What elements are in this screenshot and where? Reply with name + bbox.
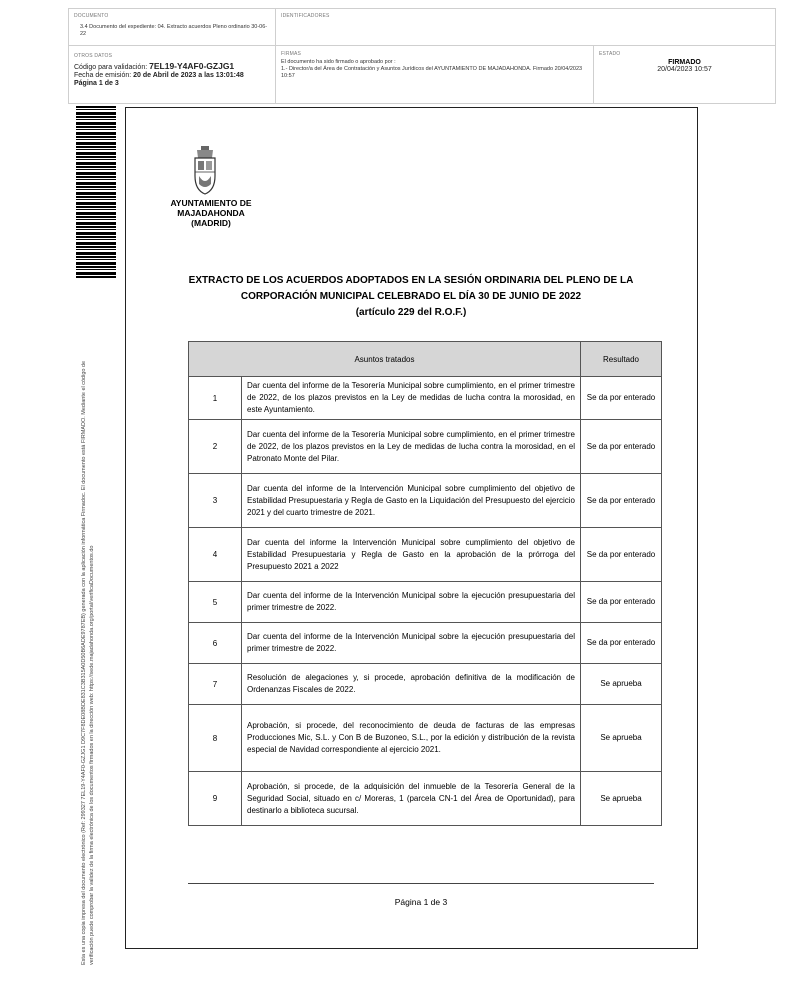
row-description: Aprobación, si procede, del reconocimiento de deuda de facturas de las empresas Producciones Mic, S.L. y Con B de Buzoneo, S.L., por la edición y distribución de la revista especial de Navidad correspondiente al ejercicio 2021. <box>242 705 581 772</box>
fecha-label: Fecha de emisión: <box>74 72 132 79</box>
row-result: Se da por enterado <box>581 623 662 664</box>
row-result: Se da por enterado <box>581 474 662 528</box>
row-number: 7 <box>189 664 242 705</box>
codigo-label: Código para validación: <box>74 64 148 71</box>
organization-name <box>156 198 266 228</box>
footer-page-number: Página 1 de 3 <box>394 897 448 907</box>
org-line2: MAJADAHONDA <box>177 208 245 218</box>
identificadores-cell <box>276 9 775 46</box>
documento-cell <box>69 9 276 46</box>
pagina-label: Página 1 de 3 <box>74 80 119 87</box>
col-resultado-header: Resultado <box>581 342 662 377</box>
row-result: Se da por enterado <box>581 582 662 623</box>
documento-value: 3.4 Documento del expediente: 04. Extracto acuerdos Pleno ordinario 30-06-22 <box>80 24 268 37</box>
codigo-value[interactable]: 7EL19-Y4AF0-GZJG1 <box>149 61 235 71</box>
org-line3: (MADRID) <box>191 218 231 228</box>
fecha-value: 20 de Abril de 2023 a las 13:01:48 <box>133 72 244 79</box>
row-number: 1 <box>189 377 242 420</box>
table-row <box>189 377 662 420</box>
firmas-cell <box>276 46 594 103</box>
side-text-line2: verificación puede comprobar la validez de la firma electrónica de los documentos firmados en la dirección web: https://sede.majadahonda.org/portal/verificaDocumentos.do <box>89 545 95 965</box>
estado-label: ESTADO <box>599 51 621 57</box>
title-line3: (artículo 229 del R.O.F.) <box>355 307 467 318</box>
verification-side-text <box>80 305 96 965</box>
row-result: Se da por enterado <box>581 528 662 582</box>
documento-label: DOCUMENTO <box>74 13 109 19</box>
title-line2: CORPORACIÓN MUNICIPAL CELEBRADO EL DÍA 30 DE JUNIO DE 2022 <box>240 291 582 302</box>
estado-date: 20/04/2023 10:57 <box>657 66 712 73</box>
table-row <box>189 772 662 826</box>
table-row <box>189 664 662 705</box>
barcode-image <box>76 106 116 278</box>
row-number: 6 <box>189 623 242 664</box>
identificadores-label: IDENTIFICADORES <box>281 13 330 19</box>
fecha-emision <box>74 72 270 80</box>
row-description: Dar cuenta del informe de la Intervención Municipal sobre la ejecución presupuestaria del primer trimestre de 2022. <box>242 623 581 664</box>
row-number: 3 <box>189 474 242 528</box>
row-description: Aprobación, si procede, de la adquisición del inmueble de la Tesorería General de la Seguridad Social, situado en c/ Moreras, 1 (parcela CN-1 del Área de Oportunidad), para destinarlo a biblioteca sucursal. <box>242 772 581 826</box>
codigo-validacion <box>74 62 270 72</box>
document-page <box>125 107 698 949</box>
estado-value: FIRMADO <box>668 59 701 66</box>
table-row <box>189 420 662 474</box>
row-description: Dar cuenta del informe de la Tesorería Municipal sobre cumplimiento, en el primer trimestre de 2022, de los plazos previstos en la Ley de medidas de lucha contra la morosidad, en el Patronato Monte del Pilar. <box>242 420 581 474</box>
row-number: 8 <box>189 705 242 772</box>
row-number: 2 <box>189 420 242 474</box>
row-number: 4 <box>189 528 242 582</box>
row-result: Se da por enterado <box>581 377 662 420</box>
org-line1: AYUNTAMIENTO DE <box>170 198 252 208</box>
row-result: Se aprueba <box>581 705 662 772</box>
row-result: Se aprueba <box>581 664 662 705</box>
row-number: 9 <box>189 772 242 826</box>
col-asuntos-header: Asuntos tratados <box>189 342 581 377</box>
firmas-intro: El documento ha sido firmado o aprobado por : <box>281 59 396 65</box>
row-result: Se da por enterado <box>581 420 662 474</box>
row-result: Se aprueba <box>581 772 662 826</box>
document-header <box>68 8 776 104</box>
firmas-label: FIRMAS <box>281 51 302 57</box>
table-row <box>189 528 662 582</box>
row-description: Dar cuenta del informe de la Tesorería Municipal sobre cumplimiento, en el primer trimestre de 2022, de los plazos previstos en la Ley de medidas de lucha contra la morosidad, en este Ayuntamiento. <box>242 377 581 420</box>
coat-of-arms-icon <box>192 146 218 196</box>
otros-datos-cell <box>69 46 276 103</box>
row-description: Dar cuenta del informe de la Intervención Municipal sobre cumplimiento del objetivo de Estabilidad Presupuestaria y Regla de Gasto en la Liquidación del Presupuesto del ejercicio 2021 y del cuarto trimestre de 2021. <box>242 474 581 528</box>
row-description: Dar cuenta del informe de la Intervención Municipal sobre la ejecución presupuestaria del primer trimestre de 2022. <box>242 582 581 623</box>
side-text-line1: Esta es una copia impresa del documento electrónico (Ref: 299327 7EL19-Y4AF0-GZJG1 D9C7F8DE08BDE831C3B315A0D50B6ADE9787EB) generada con la aplicación informática Firmadoc. El documento está FIRMADO. Mediante el código de <box>81 360 87 965</box>
document-title <box>186 273 636 321</box>
table-row <box>189 623 662 664</box>
table-row <box>189 582 662 623</box>
row-description: Resolución de alegaciones y, si procede, aprobación definitiva de la modificación de Ordenanzas Fiscales de 2022. <box>242 664 581 705</box>
estado-cell <box>594 46 775 103</box>
table-header-row <box>189 342 662 377</box>
title-line1: EXTRACTO DE LOS ACUERDOS ADOPTADOS EN LA SESIÓN ORDINARIA DEL PLENO DE LA <box>188 275 634 286</box>
row-description: Dar cuenta del informe la Intervención Municipal sobre cumplimiento del objetivo de Estabilidad Presupuestaria y Regla de Gasto en la aprobación de la prórroga del Presupuesto 2021 a 2022 <box>242 528 581 582</box>
agreements-table <box>188 341 662 826</box>
firmas-value: 1.- Director/a del Área de Contratación y Asuntos Jurídicos del AYUNTAMIENTO DE MAJADAHONDA. Firmado 20/04/2023 10:57 <box>281 66 583 79</box>
otros-datos-label: OTROS DATOS <box>74 53 113 59</box>
footer-divider <box>188 883 654 884</box>
table-row <box>189 474 662 528</box>
row-number: 5 <box>189 582 242 623</box>
table-row <box>189 705 662 772</box>
